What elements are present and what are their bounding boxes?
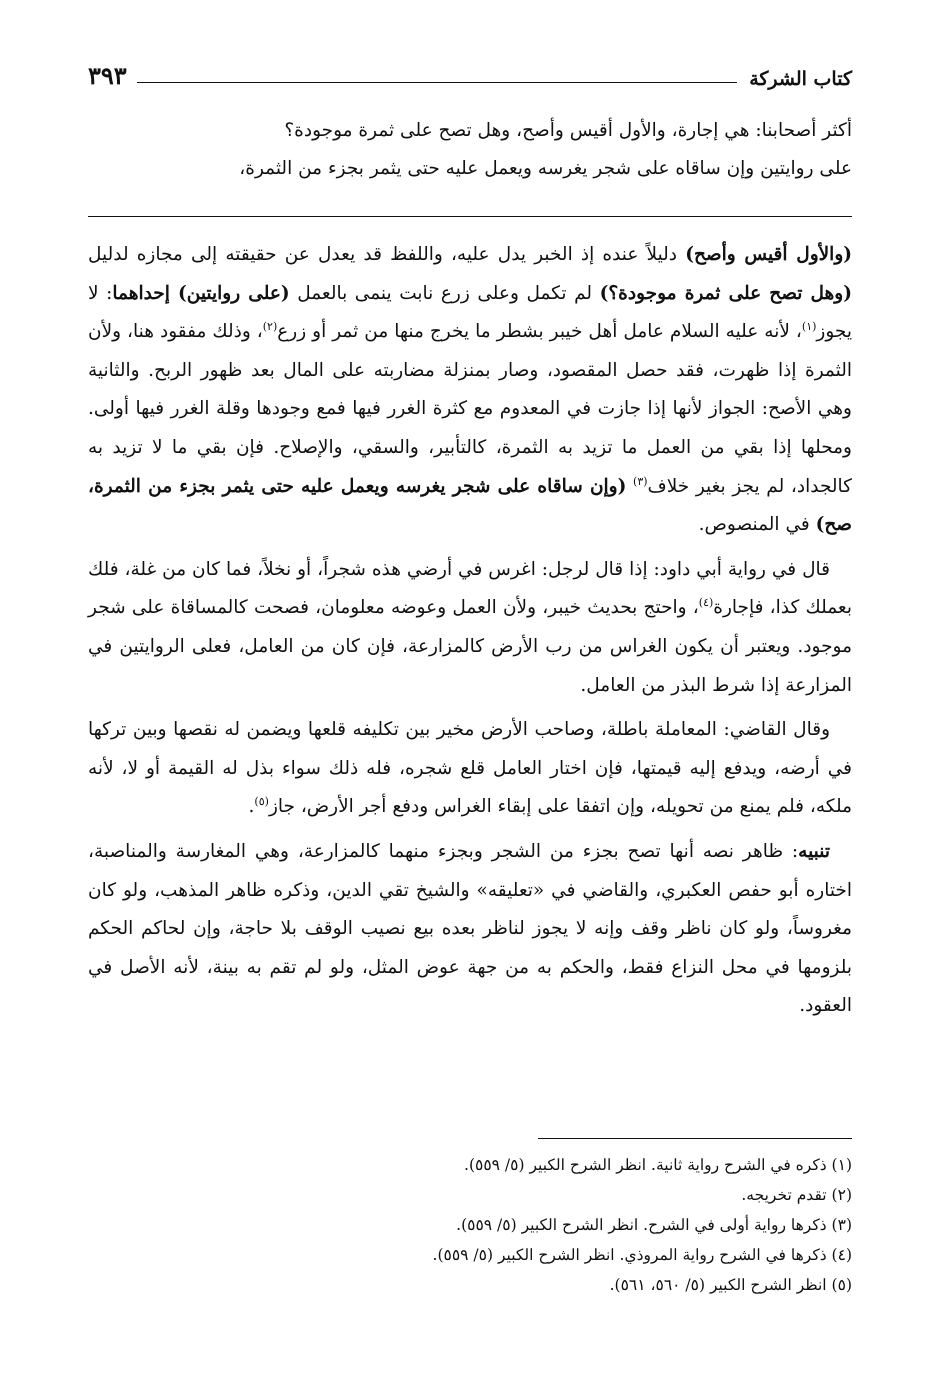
sharh-paragraph: (والأول أقيس وأصح) دليلاً عنده إذ الخبر يدل عليه، واللفظ قد يعدل عن حقيقته إلى مجازه لدليل (وهل تصح على ثمرة موجودة؟) لم تكمل وعلى زرع نابت ينمى بالعمل (على روايتين) إحداهما: لا يجوز$^{(١)}$، لأنه عليه السلام عامل أهل خيبر بشطر ما يخرج منها من ثمر أو زرع$^{(٢)}$، وذلك مفقود هنا، ولأن الثمرة إذا ظهرت، فقد حصل المقصود، وصار بمنزلة مضاربته على المال بعد ظهور الربح. والثانية وهي الأصح: الجواز لأنها إذا جازت في المعدوم مع كثرة الغرر فيها فمع وجودها وقلة الغرر فيها أولى. ومحلها إذا بقي من العمل ما تزيد به الثمرة، كالتأبير، والسقي، والإصلاح. فإن بقي ما لا تزيد به كالجداد، لم يجز بغير خلاف$^{(٣)}$ (وإن ساقاه على شجر يغرسه ويعمل عليه حتى يثمر بجزء من الثمرة، صح) في المنصوص. bbox=[88, 244, 853, 536]
footnote-ref[interactable]: (٢) bbox=[262, 320, 278, 334]
footnote-number: (٢) bbox=[831, 1186, 852, 1204]
quoted-matn: (وإن ساقاه على شجر يغرسه ويعمل عليه حتى يثمر بجزء من الثمرة، صح) bbox=[88, 475, 852, 536]
matn-line: أكثر أصحابنا: هي إجارة، والأول أقيس وأصح، وهل تصح على ثمرة موجودة؟ bbox=[284, 120, 852, 141]
footnote-item bbox=[300, 1240, 852, 1270]
matn-text bbox=[88, 112, 852, 188]
note-label: تنبيه bbox=[798, 840, 830, 862]
page-number: ٣٩٣ bbox=[88, 61, 127, 90]
footnote-ref[interactable]: (٣) bbox=[633, 474, 648, 488]
footnote-item bbox=[300, 1180, 852, 1210]
footnotes bbox=[300, 1150, 852, 1300]
footnote-text: ذكرها رواية أولى في الشرح. انظر الشرح الكبير (٥/ ٥٥٩). bbox=[456, 1216, 827, 1234]
footnote-ref[interactable]: (٤) bbox=[698, 596, 714, 610]
footnote-ref[interactable]: (٥) bbox=[254, 795, 269, 809]
page-header bbox=[88, 60, 852, 90]
footnote-text: تقدم تخريجه. bbox=[741, 1186, 827, 1204]
quoted-matn: (على روايتين) إحداهما bbox=[112, 282, 290, 304]
footnote-text: ذكره في الشرح رواية ثانية. انظر الشرح الكبير (٥/ ٥٥٩). bbox=[464, 1156, 827, 1174]
sharh-paragraph: قال في رواية أبي داود: إذا قال لرجل: اغرس في أرضي هذه شجراً، أو نخلاً، فما كان من غلة، فلك بعملك كذا، فإجارة$^{(٤)}$، واحتج بحديث خيبر، ولأن العمل وعوضه معلومان، فصحت كالمساقاة على شجر موجود. ويعتبر أن يكون الغراس من رب الأرض كالمزارعة، فإن كان من العامل، فعلى الروايتين في المزارعة إذا شرط البذر من العامل. bbox=[88, 558, 852, 696]
footnote-item bbox=[300, 1150, 852, 1180]
footnote-text: انظر الشرح الكبير (٥/ ٥٦٠، ٥٦١). bbox=[609, 1276, 827, 1294]
matn-line: على روايتين وإن ساقاه على شجر يغرسه ويعمل عليه حتى يثمر بجزء من الثمرة، bbox=[239, 158, 852, 179]
footnote-number: (٥) bbox=[831, 1276, 852, 1294]
sharh-paragraph: تنبيه: ظاهر نصه أنها تصح بجزء من الشجر وبجزء منهما كالمزارعة، وهي المغارسة والمناصبة، اختاره أبو حفص العكبري، والقاضي في «تعليقه» والشيخ تقي الدين، وذكره ظاهر المذهب، ولو كان مغروساً، ولو كان ناظر وقف وإنه لا يجوز لناظر بعده بيع نصيب الوقف بلا حاجة، وإن لحاكم الحكم بلزومها في محل النزاع فقط، والحكم به من جهة عوض المثل، ولو لم تقم به بينة، لأنه الأصل في العقود. bbox=[88, 840, 852, 1017]
matn-separator bbox=[88, 216, 852, 217]
quoted-matn: (والأول أقيس وأصح) bbox=[685, 244, 853, 265]
footnote-item bbox=[300, 1270, 852, 1300]
footnote-separator bbox=[538, 1138, 852, 1139]
sharh-paragraph: وقال القاضي: المعاملة باطلة، وصاحب الأرض مخير بين تكليفه قلعها ويضمن له نقصها وبين تركها في أرضه، ويدفع إليه قيمتها، فإن اختار العامل قلع شجره، فله ذلك سواء بذل له القيمة أو لا، لأنه ملكه، فلم يمنع من تحويله، وإن اتفقا على إبقاء الغراس ودفع أجر الأرض، جاز$^{(٥)}$. bbox=[88, 719, 852, 818]
footnote-number: (٣) bbox=[831, 1216, 852, 1234]
footnote-number: (١) bbox=[831, 1156, 852, 1174]
footnote-text: ذكرها في الشرح رواية المروذي. انظر الشرح الكبير (٥/ ٥٥٩). bbox=[432, 1246, 827, 1264]
quoted-matn: (وهل تصح على ثمرة موجودة؟) bbox=[599, 282, 852, 304]
book-title: كتاب الشركة bbox=[749, 68, 852, 90]
header-rule bbox=[137, 82, 738, 83]
footnote-ref[interactable]: (١) bbox=[801, 320, 817, 334]
footnote-number: (٤) bbox=[831, 1246, 852, 1264]
sharh-text bbox=[88, 236, 852, 1032]
footnote-item bbox=[300, 1210, 852, 1240]
